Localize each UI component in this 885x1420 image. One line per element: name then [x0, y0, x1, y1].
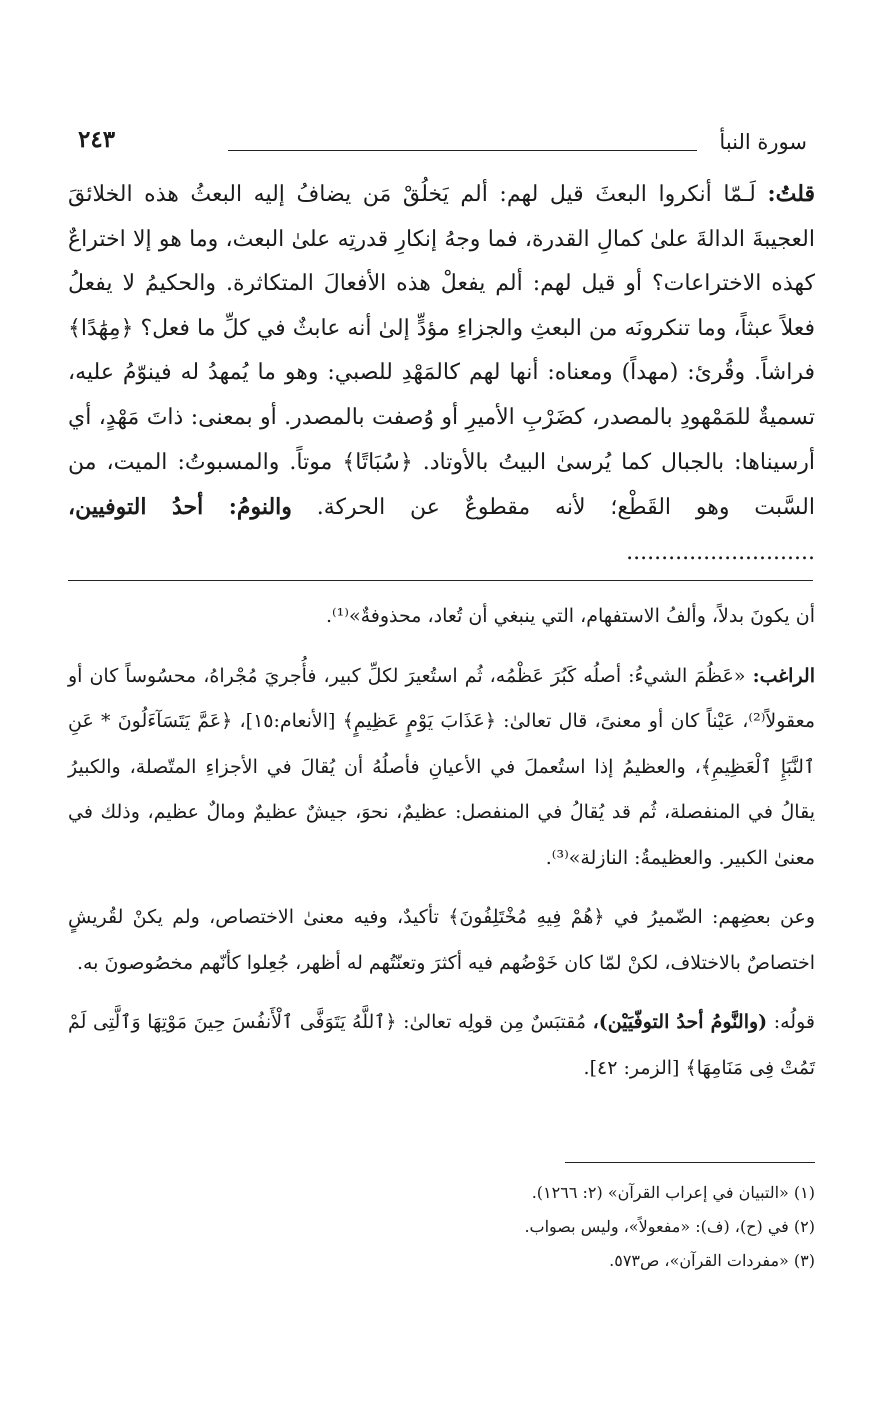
- main-lead: قلتُ:: [767, 181, 815, 207]
- commentary-p2-lead: الراغب:: [752, 664, 815, 687]
- footnote-3: (٣) «مفردات القرآن»، ص٥٧٣.: [609, 1251, 815, 1270]
- commentary-p4-lead: قولُه:: [773, 1011, 815, 1033]
- header-rule: [228, 150, 697, 151]
- main-text: [68, 172, 815, 575]
- main-dots: ...........................: [626, 539, 815, 565]
- footnote-divider: [565, 1162, 815, 1163]
- section-divider: [68, 580, 813, 581]
- commentary-paragraph: [68, 1000, 815, 1091]
- footnote-1: (١) «التبيان في إعراب القرآن» (٢: ١٢٦٦).: [531, 1183, 815, 1202]
- commentary-p1: أن يكونَ بدلاً، وألفُ الاستفهام، التي ينبغي أن تُعاد، محذوفةٌ»⁽¹⁾.: [325, 605, 815, 627]
- main-body: لَـمّا أنكروا البعثَ قيل لهم: ألم يَخلُقْ مَن يضافُ إليه البعثُ هذه الخلائقَ العجيبةَ الدالةَ علىٰ كمالِ القدرة، فما وجهُ إنكارِ قدرتِه علىٰ البعث، وما هو إلا اختراعٌ كهذه الاختراعات؟ أو قيل لهم: ألم يفعلْ هذه الأفعالَ المتكاثرة. والحكيمُ لا يفعلُ فعلاً عبثاً، وما تنكرونَه من البعثِ والجزاءِ مؤدٍّ إلىٰ أنه عابثٌ في كلِّ ما فعل؟ ﴿مِهَٰدًا﴾ فراشاً. وقُرئ: (مهداً) ومعناه: أنها لهم كالمَهْدِ للصبي: وهو ما يُمهدُ له فينوّمُ عليه، تسميةٌ للمَمْهودِ بالمصدر، كضَرْبِ الأميرِ أو وُصفت بالمصدر. أو بمعنى: ذاتَ مَهْدٍ، أي أرسيناها: بالجبال كما يُرسىٰ البيتُ بالأوتاد. ﴿سُبَاتًا﴾ موتاً. والمسبوتُ: الميت، من السَّبت وهو القَطْع؛ لأنه مقطوعٌ عن الحركة.: [68, 182, 815, 521]
- footnotes: [68, 1176, 815, 1278]
- main-trail: والنومُ: أحدُ التوفيين،: [68, 494, 292, 521]
- commentary-p2-text: «عَظُمَ الشيءُ: أصلُه كَبُرَ عَظْمُه، ثُم استُعيرَ لكلِّ كبير، فأُجريَ مُجْراهُ، محسُوساً كان أو معقولاً⁽²⁾، عَيْناً كان أو معنىً، قال تعالىٰ: ﴿عَذَابَ يَوْمٍ عَظِيمٍ﴾ [الأنعام:١٥]، ﴿عَمَّ يَتَسَآءَلُونَ * عَنِ ٱلنَّبَإِ ٱلْعَظِيمِ﴾، والعظيمُ إذا استُعملَ في الأعيانِ فأصلُهُ أن يُقالَ في الأجزاءِ المتّصلة، والكبيرُ يقالُ في المنفصلة، ثُم قد يُقالُ في المنفصل: عظيمٌ، نحوَ، جيشٌ عظيمٌ ومالٌ عظيم، وذلك في معنىٰ الكبير. والعظيمةُ: النازلة»⁽³⁾.: [68, 664, 815, 869]
- page-number: ٢٤٣: [78, 126, 116, 153]
- commentary-paragraph: [68, 654, 815, 882]
- commentary: [68, 594, 815, 1091]
- commentary-p4-bold: (والنَّومُ أحدُ التوفّيَيْن)،: [592, 1011, 768, 1033]
- surah-title: سورة النبأ: [719, 130, 807, 154]
- commentary-p4-text: مُقتبَسٌ مِن قولِه تعالىٰ: ﴿ٱللَّهُ يَتَوَفَّى ٱلْأَنفُسَ حِينَ مَوْتِهَا وَٱلَّتِى لَمْ تَمُتْ فِى مَنَامِهَا﴾ [الزمر: ٤٢].: [68, 1011, 815, 1079]
- page-header: [78, 122, 807, 162]
- commentary-p3: وعن بعضِهم: الضّميرُ في ﴿هُمْ فِيهِ مُخْتَلِفُونَ﴾ تأكيدٌ، وفيه معنىٰ الاختصاص، ولم يكنْ لقُريشٍ اختصاصٌ بالاختلاف، لكنْ لمّا كان خَوْضُهم فيه أكثرَ وتعنّتُهم له أظهر، جُعِلوا كأنّهم مخصُوصونَ به.: [68, 906, 815, 974]
- commentary-paragraph: [68, 895, 815, 986]
- footnote-2: (٢) في (ح)، (ف): «مفعولاً»، وليس بصواب.: [524, 1217, 815, 1236]
- commentary-paragraph: [68, 594, 815, 640]
